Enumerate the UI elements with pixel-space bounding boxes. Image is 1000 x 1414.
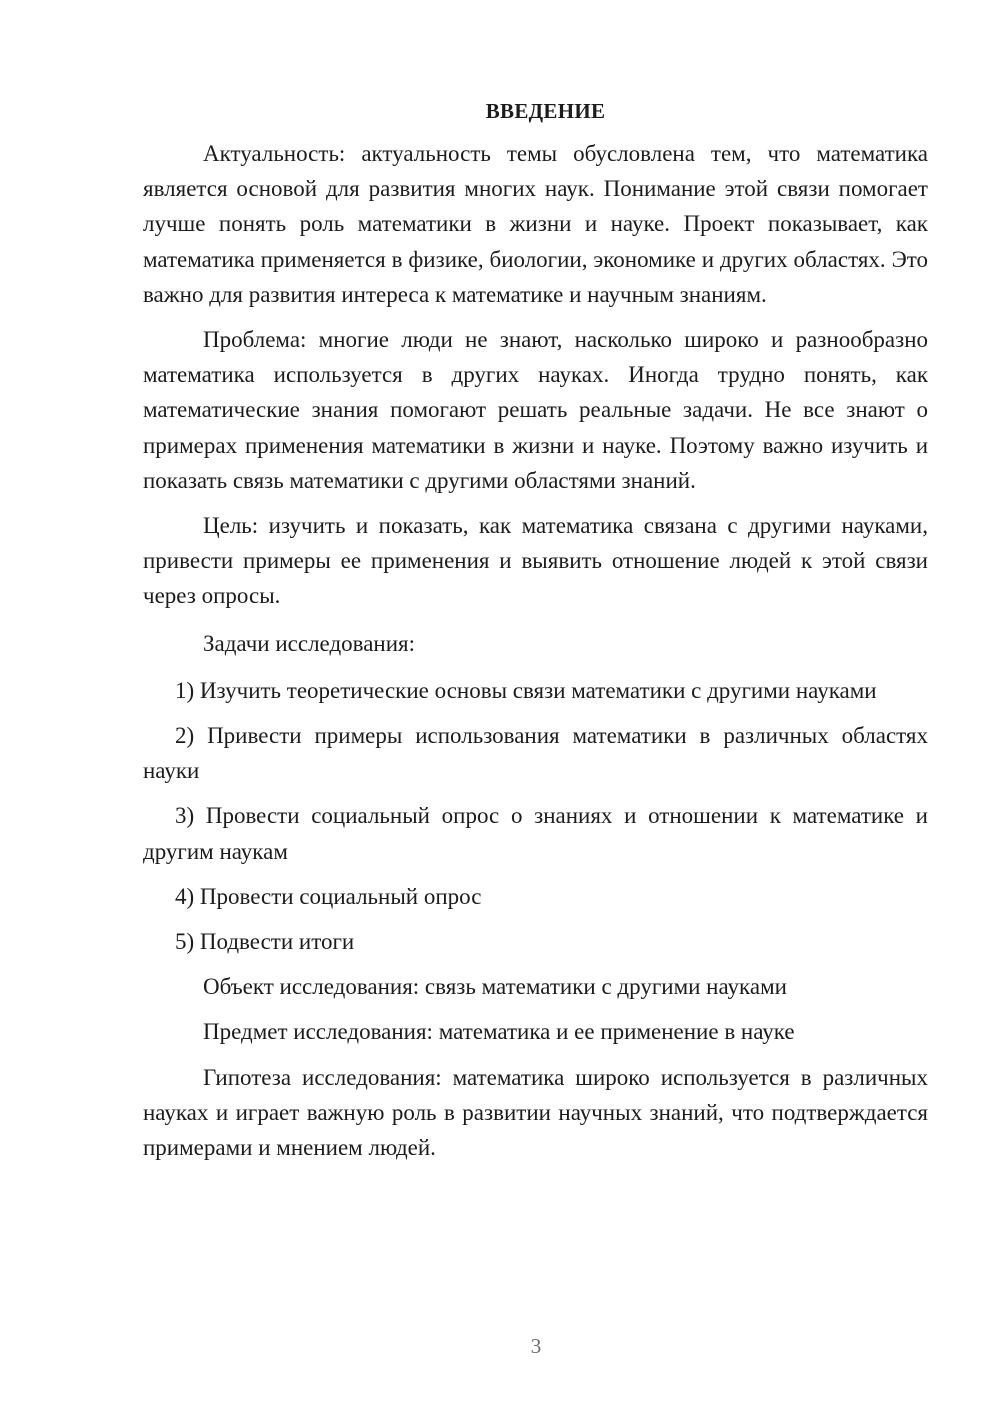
paragraph-goal: Цель: изучить и показать, как математика связана с другими науками, привести примеры ее применения и выявить отношение людей к этой связи через опросы. — [143, 513, 928, 609]
research-hypothesis: Гипотеза исследования: математика широко используется в различных науках и играет важную роль в развитии научных знаний, что подтверждается примерами и мнением людей. — [143, 1064, 928, 1161]
task-item-5: 5) Подвести итоги — [175, 929, 355, 955]
tasks-heading: Задачи исследования: — [203, 630, 416, 656]
task-item-2: 2) Привести примеры использования математики в различных областях науки — [143, 723, 928, 784]
research-object: Объект исследования: связь математики с другими науками — [203, 974, 787, 1000]
task-item-4: 4) Провести социальный опрос — [175, 883, 482, 909]
paragraph-problem: Проблема: многие люди не знают, насколько широко и разнообразно математика используется в других науках. Иногда трудно понять, как математические знания помогают решать реальные задачи. Не все знают о примерах применения математики в жизни и науке. Поэтому важно изучить и показать связь математики с другими областями знаний. — [143, 327, 928, 493]
task-item-1: 1) Изучить теоретические основы связи математики с другими науками — [175, 677, 877, 703]
page-content — [143, 94, 928, 1165]
page-number: 3 — [530, 1334, 542, 1358]
research-subject: Предмет исследования: математика и ее применение в науке — [203, 1019, 795, 1045]
task-item-3: 3) Провести социальный опрос о знаниях и отношении к математике и другим наукам — [143, 803, 928, 864]
paragraph-relevance: Актуальность: актуальность темы обусловлена тем, что математика является основой для развития многих наук. Понимание этой связи помогает лучше понять роль математики в жизни и науке. Проект показывает, как математика применяется в физике, биологии, экономике и других областях. Это важно для развития интереса к математике и научным знаниям. — [143, 141, 928, 307]
page-title: ВВЕДЕНИЕ — [485, 99, 606, 123]
